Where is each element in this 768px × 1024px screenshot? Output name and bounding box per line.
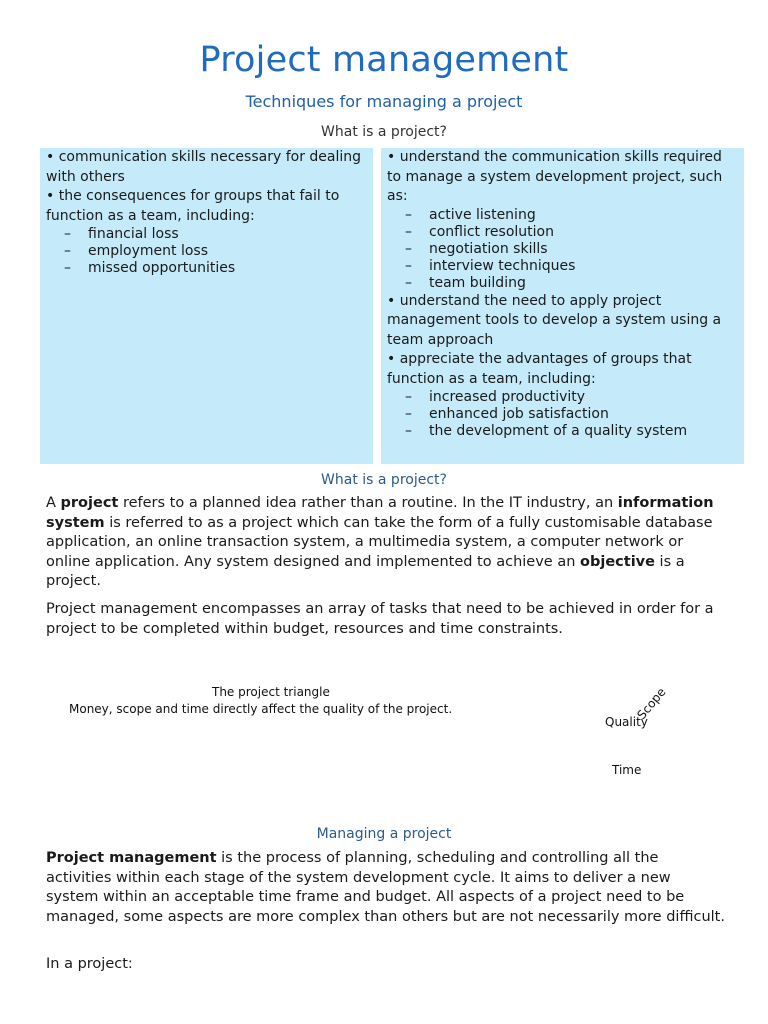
list-item: – active listening [405,207,738,224]
list-item: – conflict resolution [405,224,738,241]
list-item: – enhanced job satisfaction [405,406,738,423]
section-heading-what-is-project: What is a project? [321,472,447,488]
paragraph-project-management: Project management encompasses an array of tasks that need to be achieved in order for a project to be completed within budget, resources and time constraints. [46,601,714,637]
list-item: – interview techniques [405,258,738,275]
triangle-caption: Money, scope and time directly affect the quality of the project. [69,702,453,716]
list-item: – team building [405,275,738,292]
list-item: – negotiation skills [405,241,738,258]
left-bullet-2: • the consequences for groups that fail to function as a team, including: [46,188,340,224]
section-heading-managing: Managing a project [316,826,452,842]
paragraph-project-definition: A project refers to a planned idea rather than a routine. In the IT industry, an information system is referred to as a project which can take the form of a fully customisable database application, an online transaction system, a multimedia system, a computer network or online application. Any system designed and implemented to achieve an objective is a project. [46,495,714,590]
triangle-title: The project triangle [212,685,330,699]
triangle-scope-label: Scope [634,684,669,722]
right-bullet-2: • understand the need to apply project management tools to develop a system using a team approach [387,292,722,348]
right-sub-list-1 [387,207,738,292]
paragraph-managing-project: Project management is the process of planning, scheduling and controlling all the activities within each stage of the system development cycle. It aims to deliver a new system within an acceptable time frame and budget. All aspects of a project need to be managed, some aspects are more complex than others but are not necessarily more difficult. [46,850,725,925]
page-title: Project management [199,40,569,80]
list-item: – missed opportunities [64,260,367,277]
outcomes-heading: What is a project? [321,124,447,140]
triangle-time-label: Time [612,763,642,777]
learning-outcomes-right [381,148,744,464]
right-bullet-1: • understand the communication skills required to manage a system development project, such as: [387,149,723,204]
learning-outcomes-left [40,148,373,464]
list-item: – financial loss [64,226,367,243]
right-bullet-3: • appreciate the advantages of groups that function as a team, including: [387,351,692,387]
paragraph-in-a-project: In a project: [46,956,133,972]
list-item: – increased productivity [405,389,738,406]
list-item: – the development of a quality system [405,423,738,440]
right-sub-list-2 [387,389,738,440]
left-bullet-1: • communication skills necessary for dealing with others [46,149,362,185]
left-sub-list [46,226,367,277]
page-subtitle: Techniques for managing a project [245,92,523,111]
triangle-quality-label: Quality [605,715,648,729]
list-item: – employment loss [64,243,367,260]
